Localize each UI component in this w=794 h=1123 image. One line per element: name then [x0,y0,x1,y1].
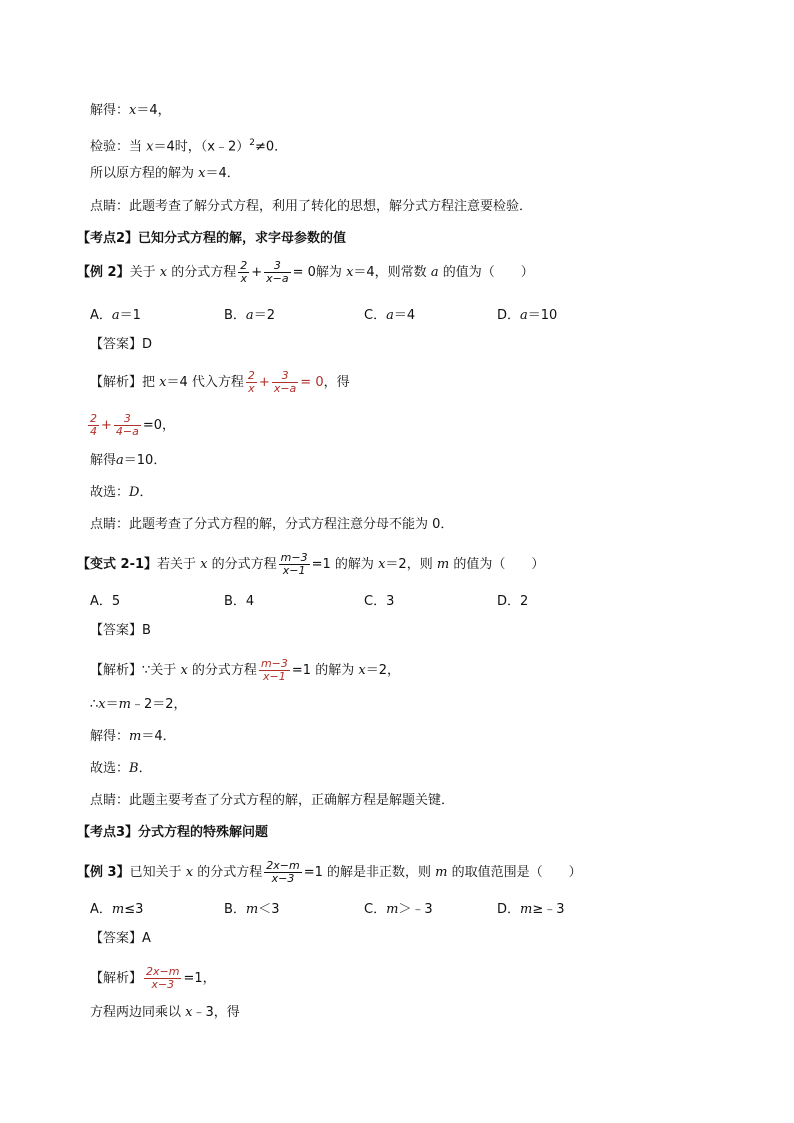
fraction: $\frac{3}{4-a}$ [115,412,139,438]
solution-conclusion: 所以原方程的解为 x＝4． [90,166,240,181]
analysis-substitution: $\frac{2}{4}$ + $\frac{3}{4-a}$ =0， [90,412,176,438]
option-a[interactable]: A．5 [90,594,121,609]
analysis-next: 方程两边同乘以 x﹣3，得 [90,1005,240,1020]
section-heading: 【考点3】分式方程的特殊解问题 [77,825,269,840]
analysis-comment: 点睛：此题考查了分式方程的解，分式方程注意分母不能为 0． [90,517,454,532]
analysis-line: 【解析】把 x＝4 代入方程 $\frac{2}{x}$ + $\frac{3}{x-a}$ = 0，得 [90,369,350,395]
option-c[interactable]: C．m＞﹣3 [364,902,433,917]
option-a[interactable]: A．a＝1 [90,308,141,323]
fraction: $\frac{2x-m}{x-3}$ [146,965,180,991]
fraction: $\frac{2x-m}{x-3}$ [266,859,300,885]
analysis-solve: 解得：m＝4． [90,729,176,744]
analysis-solve: 解得a＝10． [90,453,167,468]
fraction: $\frac{2}{x}$ [247,369,255,395]
example-3-question: 【例 3】已知关于 x 的分式方程 $\frac{2x-m}{x-3}$ =1 的解是非正数，则 m 的取值范围是（ ） [77,859,582,885]
section-heading: 【考点2】已知分式方程的解，求字母参数的值 [77,231,347,246]
option-a[interactable]: A．m≤3 [90,902,144,917]
fraction: $\frac{2}{4}$ [90,412,97,438]
option-b[interactable]: B．m＜3 [224,902,280,917]
solution-step: 解得：x＝4， [90,103,171,118]
option-b[interactable]: B．a＝2 [224,308,275,323]
solution-check: 检验：当 x＝4时，（x﹣2）$^2$≠0． [90,138,288,155]
variant-2-1-question: 【变式 2-1】若关于 x 的分式方程 $\frac{m-3}{x-1}$ =1 的解为 x＝2，则 m 的值为（ ） [77,551,545,577]
fraction: $\frac{3}{x-a}$ [273,369,297,395]
analysis-line: 【解析】∵关于 x 的分式方程 $\frac{m-3}{x-1}$ =1 的解为 x＝2， [90,657,400,683]
analysis-step: ∴x＝m﹣2＝2， [90,697,187,712]
fraction: $\frac{m-3}{x-1}$ [280,551,308,577]
fraction: $\frac{m-3}{x-1}$ [260,657,288,683]
option-b[interactable]: B．4 [224,594,255,609]
option-c[interactable]: C．a＝4 [364,308,416,323]
analysis-line: 【解析】 $\frac{2x-m}{x-3}$ =1， [90,965,216,991]
option-c[interactable]: C．3 [364,594,395,609]
option-d[interactable]: D．a＝10 [497,308,558,323]
fraction: $\frac{2}{x}$ [240,259,248,285]
analysis-choose: 故选：B． [90,761,152,776]
answer: 【答案】B [90,623,151,638]
answer: 【答案】D [90,337,153,352]
option-d[interactable]: D．2 [497,594,529,609]
option-d[interactable]: D．m≥﹣3 [497,902,565,917]
answer: 【答案】A [90,931,151,946]
fraction: $\frac{3}{x-a}$ [266,259,289,285]
solution-comment: 点睛：此题考查了解分式方程，利用了转化的思想，解分式方程注意要检验． [90,199,533,214]
analysis-choose: 故选：D． [90,485,153,500]
analysis-comment: 点睛：此题主要考查了分式方程的解，正确解方程是解题关键． [90,793,455,808]
example-2-question: 【例 2】关于 x 的分式方程 $\frac{2}{x}$ + $\frac{3}{x-a}$ = 0解为 x＝4，则常数 a 的值为（ ） [77,259,534,285]
